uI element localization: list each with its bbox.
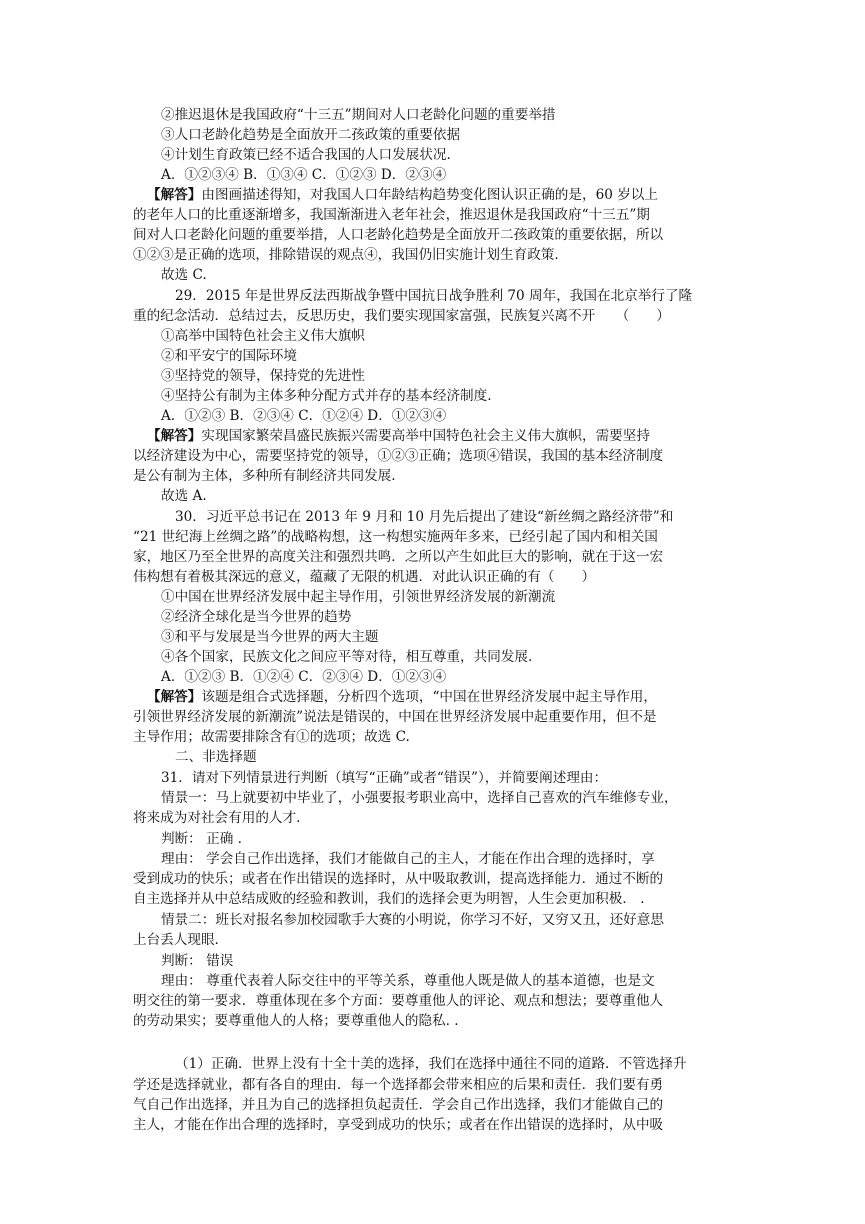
text-line: 由图画描述得知，对我国人口年龄结构趋势变化图认识正确的是，60 岁以上 (201, 187, 658, 203)
answer-options: A．①②③ B．②③④ C．①②④ D．①②③④ (161, 408, 447, 424)
text-line: 伟构想有着极其深远的意义，蕴藏了无限的机遇．对此认识正确的有（ ） (133, 569, 596, 585)
text-line: 理由： 尊重代表着人际交往中的平等关系，尊重他人既是做人的基本道德，也是文 (161, 973, 655, 989)
text-line: 上台丢人现眼. (133, 932, 219, 948)
text-line: 情景一：马上就要初中毕业了，小强要报考职业高中，选择自己喜欢的汽车维修专业， (161, 790, 678, 806)
text-line: ④坚持公有制为主体多种分配方式并存的基本经济制度. (161, 388, 492, 404)
text-line: 以经济建设为中心，需要坚持党的领导，①②③正确；选项④错误，我国的基本经济制度 (133, 448, 664, 464)
text-line: 将来成为对社会有用的人才. (133, 810, 301, 826)
text-line: 主导作用；故需要排除含有①的选项；故选 C. (133, 729, 410, 745)
answer-label: 【解答】 (147, 428, 202, 444)
text-line: 情景二：班长对报名参加校园歌手大赛的小明说，你学习不好，又穷又丑，还好意思 (161, 912, 664, 928)
text-line: （1）正确．世界上没有十全十美的选择，我们在选择中通往不同的道路．不管选择升 (175, 1056, 687, 1072)
text-line: ①中国在世界经济发展中起主导作用，引领世界经济发展的新潮流 (161, 589, 556, 605)
section-heading: 二、非选择题 (175, 749, 257, 765)
text-line: ①高举中国特色社会主义伟大旗帜 (161, 328, 365, 344)
text-line: ②推迟退休是我国政府“十三五”期间对人口老龄化问题的重要举措 (161, 107, 556, 123)
text-line: 该题是组合式选择题，分析四个选项，“中国在世界经济发展中起主导作用， (201, 689, 657, 705)
text-line: ④计划生育政策已经不适合我国的人口发展状况. (161, 147, 451, 163)
question-30: 30．习近平总书记在 2013 年 9 月和 10 月先后提出了建设“新丝绸之路经济带”和 (175, 509, 674, 525)
question-31: 31．请对下列情景进行判断（填写“正确”或者“错误”），并简要阐述理由： (161, 770, 608, 786)
text-line: 判断： 正确 . (161, 831, 242, 847)
answer-label: 【解答】 (147, 187, 202, 203)
answer-explanation (147, 426, 747, 446)
text-line: 故选 A. (161, 488, 207, 504)
text-line: 的老年人口的比重逐渐增多，我国渐渐进入老年社会，推迟退休是我国政府“十三五”期 (133, 207, 650, 223)
answer-options: A．①②③ B．①②④ C．②③④ D．①②③④ (161, 669, 447, 685)
text-line: 受到成功的快乐；或者在作出错误的选择时，从中吸取教训，提高选择能力．通过不断的 (133, 871, 664, 887)
text-line: ②和平安宁的国际环境 (161, 348, 297, 364)
text-line: 是公有制为主体，多种所有制经济共同发展. (133, 468, 396, 484)
text-line: ①②③是正确的选项，排除错误的观点④，我国仍旧实施计划生育政策. (133, 247, 559, 263)
question-29: 29．2015 年是世界反法西斯战争暨中国抗日战争胜利 70 周年，我国在北京举行了隆 (175, 288, 693, 304)
text-line: 自主选择并从中总结成败的经验和教训，我们的选择会更为明智，人生会更加积极． . (133, 891, 645, 907)
answer-explanation (147, 687, 747, 707)
text-line: 引领世界经济发展的新潮流”说法是错误的，中国在世界经济发展中起重要作用，但不是 (133, 709, 657, 725)
text-line: 判断： 错误 (161, 953, 234, 969)
text-line: ②经济全球化是当今世界的趋势 (161, 609, 352, 625)
text-line: ③坚持党的领导，保持党的先进性 (161, 368, 365, 384)
text-line: 的劳动果实；要尊重他人的人格；要尊重他人的隐私. . (133, 1013, 459, 1029)
text-line: 明交往的第一要求．尊重体现在多个方面：要尊重他人的评论、观点和想法；要尊重他人 (133, 993, 664, 1009)
text-line: ④各个国家，民族文化之间应平等对待，相互尊重，共同发展. (161, 649, 533, 665)
text-line: 故选 C. (161, 267, 207, 283)
text-line: “21 世纪海上丝绸之路”的战略构想，这一构想实施两年多来，已经引起了国内和相关国 (133, 529, 658, 545)
answer-explanation (147, 185, 747, 205)
answer-label: 【解答】 (147, 689, 202, 705)
text-line: 家，地区乃至全世界的高度关注和强烈共鸣．之所以产生如此巨大的影响，就在于这一宏 (133, 549, 664, 565)
text-line: 重的纪念活动．总结过去，反思历史，我们要实现国家富强，民族复兴离不开 （ ） (133, 308, 670, 324)
text-line: ③和平与发展是当今世界的两大主题 (161, 629, 379, 645)
text-line: 主人，才能在作出合理的选择时，享受到成功的快乐；或者在作出错误的选择时，从中吸 (133, 1117, 664, 1133)
text-line: 理由： 学会自己作出选择，我们才能做自己的主人，才能在作出合理的选择时，享 (161, 851, 655, 867)
text-line: 气自己作出选择，并且为自己的选择担负起责任．学会自己作出选择，我们才能做自己的 (133, 1097, 664, 1113)
text-line: 学还是选择就业，都有各自的理由．每一个选择都会带来相应的后果和责任．我们要有勇 (133, 1077, 664, 1093)
text-line: ③人口老龄化趋势是全面放开二孩政策的重要依据 (161, 127, 461, 143)
text-line: 间对人口老龄化问题的重要举措，人口老龄化趋势是全面放开二孩政策的重要依据，所以 (133, 227, 664, 243)
answer-options: A．①②③④ B．①③④ C．①②③ D．②③④ (161, 167, 447, 183)
text-line: 实现国家繁荣昌盛民族振兴需要高举中国特色社会主义伟大旗帜，需要坚持 (201, 428, 650, 444)
